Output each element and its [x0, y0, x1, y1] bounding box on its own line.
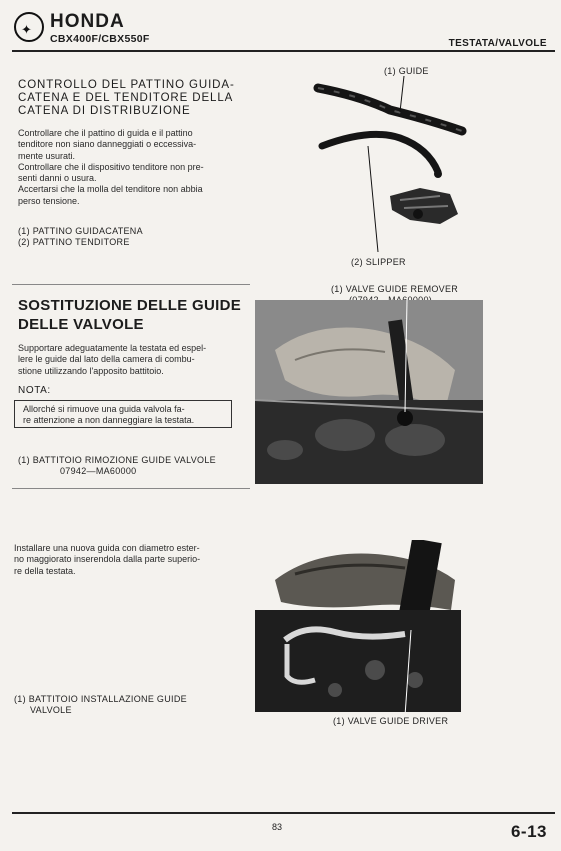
model-name: CBX400F/CBX550F [50, 33, 150, 45]
installazione-labels [14, 694, 244, 715]
body-line: tenditore non siano danneggiati o eccessiva- [18, 139, 197, 150]
nota-line: re attenzione a non danneggiare la testata. [23, 415, 195, 426]
caption-guide: (1) GUIDE [384, 66, 429, 76]
label-line: (1) BATTITOIO INSTALLAZIONE GUIDE [14, 694, 187, 704]
label-line: (1) BATTITOIO RIMOZIONE GUIDE VALVOLE [18, 455, 216, 465]
section-divider [12, 284, 250, 285]
body-line: no maggiorato inserendola dalla parte superio- [14, 554, 201, 565]
page-number: 83 [272, 822, 283, 832]
rimozione-labels [18, 455, 250, 476]
body-line: re della testata. [14, 565, 76, 576]
pattino-heading-line: CATENA E DEL TENDITORE DELLA [18, 92, 234, 104]
heading-line: SOSTITUZIONE DELLE GUIDE [18, 297, 242, 314]
section-number: 6-13 [510, 822, 547, 841]
pattino-labels [18, 226, 238, 247]
section-divider [12, 488, 250, 489]
nota-box [14, 400, 232, 428]
caption-slipper: (2) SLIPPER [351, 257, 406, 267]
heading-line: DELLE VALVOLE [18, 316, 144, 333]
body-line: Controllare che il pattino di guida e il pattino [18, 128, 193, 138]
body-line: mente usurati. [18, 150, 76, 161]
sostituzione-heading [18, 296, 248, 334]
label-line: VALVOLE [30, 704, 72, 715]
footer-divider [12, 812, 555, 814]
body-line: Accertarsi che la molla del tenditore non abbia [18, 184, 203, 195]
brand-name: HONDA [50, 11, 125, 32]
body-line: perso tensione. [18, 195, 80, 206]
body-line: senti danni o usura. [18, 173, 97, 184]
label-line: 07942—MA60000 [60, 465, 137, 476]
valve-guide-driver-photo [255, 540, 461, 712]
header-divider [12, 50, 555, 52]
guide-slipper-illustration [300, 76, 470, 256]
pattino-heading-line: CATENA DI DISTRIBUZIONE [18, 105, 191, 117]
nota-label: NOTA: [18, 385, 51, 396]
body-line: stione utilizzando l'apposito battitoio. [18, 365, 164, 376]
body-line: Installare una nuova guida con diametro ester- [14, 543, 200, 553]
body-line: Controllare che il dispositivo tenditore non pre- [18, 161, 204, 172]
section-title: TESTATA/VALVOLE [448, 38, 547, 49]
pattino-heading-line: CONTROLLO DEL PATTINO GUIDA- [18, 79, 235, 91]
honda-logo [14, 12, 44, 42]
pattino-heading [18, 79, 243, 118]
nota-line: Allorché si rimuove una guida valvola fa- [23, 404, 185, 414]
pattino-body [18, 128, 250, 207]
wing-icon: ✦ [21, 22, 32, 37]
label-line: (2) PATTINO TENDITORE [18, 236, 130, 247]
valve-guide-remover-photo [255, 300, 483, 484]
body-line: lere le guide dal lato della camera di combu- [18, 354, 195, 365]
installazione-body [14, 543, 246, 577]
caption-driver: (1) VALVE GUIDE DRIVER [333, 716, 449, 726]
sostituzione-body [18, 343, 250, 377]
caption-remover: (1) VALVE GUIDE REMOVER [331, 284, 459, 294]
label-line: (1) PATTINO GUIDACATENA [18, 226, 143, 236]
body-line: Supportare adeguatamente la testata ed espel- [18, 343, 207, 353]
